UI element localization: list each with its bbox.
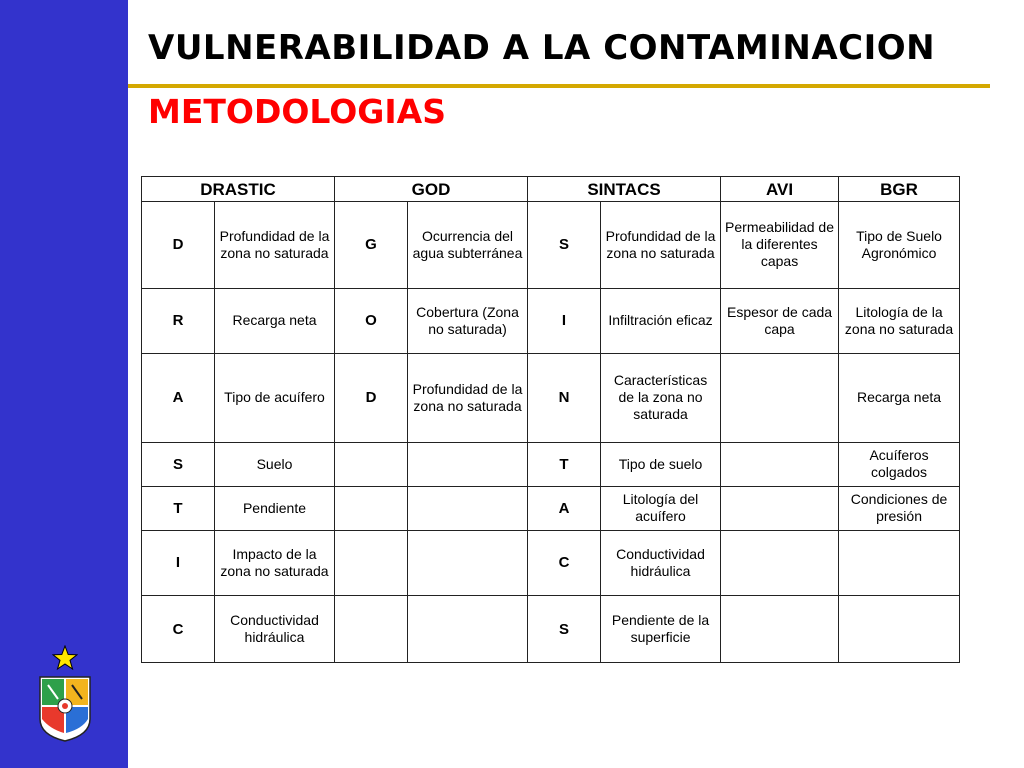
header-avi: AVI — [721, 177, 839, 202]
header-god: GOD — [335, 177, 528, 202]
parameter-cell — [839, 596, 960, 663]
parameter-cell — [721, 353, 839, 442]
table-row — [142, 530, 960, 596]
acronym-letter-cell: I — [528, 288, 601, 353]
parameter-cell: Ocurrencia del agua subterránea — [408, 202, 528, 289]
acronym-letter-cell: D — [142, 202, 215, 289]
parameter-cell: Profundidad de la zona no saturada — [408, 353, 528, 442]
parameter-cell: Profundidad de la zona no saturada — [601, 202, 721, 289]
methodologies-table — [141, 176, 960, 663]
acronym-letter-cell: S — [528, 202, 601, 289]
parameter-cell: Profundidad de la zona no saturada — [215, 202, 335, 289]
acronym-letter-cell — [335, 487, 408, 530]
parameter-cell — [839, 530, 960, 596]
university-crest-icon — [38, 675, 92, 743]
acronym-letter-cell: T — [142, 487, 215, 530]
parameter-cell — [721, 596, 839, 663]
parameter-cell: Conductividad hidráulica — [215, 596, 335, 663]
title-divider — [128, 84, 990, 88]
parameter-cell: Permeabilidad de la diferentes capas — [721, 202, 839, 289]
acronym-letter-cell: O — [335, 288, 408, 353]
acronym-letter-cell: C — [528, 530, 601, 596]
header-sintacs: SINTACS — [528, 177, 721, 202]
parameter-cell: Conductividad hidráulica — [601, 530, 721, 596]
acronym-letter-cell — [335, 530, 408, 596]
parameter-cell: Condiciones de presión — [839, 487, 960, 530]
left-sidebar-band — [0, 0, 128, 768]
parameter-cell: Recarga neta — [839, 353, 960, 442]
acronym-letter-cell — [335, 442, 408, 486]
acronym-letter-cell: R — [142, 288, 215, 353]
acronym-letter-cell: I — [142, 530, 215, 596]
parameter-cell: Tipo de acuífero — [215, 353, 335, 442]
parameter-cell: Suelo — [215, 442, 335, 486]
acronym-letter-cell: S — [528, 596, 601, 663]
header-bgr: BGR — [839, 177, 960, 202]
parameter-cell — [721, 442, 839, 486]
acronym-letter-cell: N — [528, 353, 601, 442]
parameter-cell — [408, 487, 528, 530]
table-row — [142, 487, 960, 530]
parameter-cell: Pendiente de la superficie — [601, 596, 721, 663]
acronym-letter-cell: C — [142, 596, 215, 663]
parameter-cell: Acuíferos colgados — [839, 442, 960, 486]
acronym-letter-cell — [335, 596, 408, 663]
acronym-letter-cell: S — [142, 442, 215, 486]
page-subtitle: METODOLOGIAS — [148, 92, 446, 131]
parameter-cell: Tipo de Suelo Agronómico — [839, 202, 960, 289]
parameter-cell: Impacto de la zona no saturada — [215, 530, 335, 596]
table-row — [142, 202, 960, 289]
table-row — [142, 353, 960, 442]
table-row — [142, 442, 960, 486]
page-title: VULNERABILIDAD A LA CONTAMINACION — [148, 28, 936, 68]
table-header-row — [142, 177, 960, 202]
acronym-letter-cell: T — [528, 442, 601, 486]
acronym-letter-cell: G — [335, 202, 408, 289]
parameter-cell: Características de la zona no saturada — [601, 353, 721, 442]
parameter-cell: Litología de la zona no saturada — [839, 288, 960, 353]
parameter-cell — [721, 487, 839, 530]
acronym-letter-cell: D — [335, 353, 408, 442]
table-row — [142, 288, 960, 353]
parameter-cell — [408, 530, 528, 596]
parameter-cell: Litología del acuífero — [601, 487, 721, 530]
parameter-cell — [408, 442, 528, 486]
parameter-cell: Espesor de cada capa — [721, 288, 839, 353]
parameter-cell: Tipo de suelo — [601, 442, 721, 486]
acronym-letter-cell: A — [528, 487, 601, 530]
parameter-cell — [721, 530, 839, 596]
parameter-cell: Recarga neta — [215, 288, 335, 353]
star-icon — [52, 645, 78, 671]
parameter-cell: Cobertura (Zona no saturada) — [408, 288, 528, 353]
parameter-cell — [408, 596, 528, 663]
parameter-cell: Infiltración eficaz — [601, 288, 721, 353]
parameter-cell: Pendiente — [215, 487, 335, 530]
acronym-letter-cell: A — [142, 353, 215, 442]
table-row — [142, 596, 960, 663]
header-drastic: DRASTIC — [142, 177, 335, 202]
